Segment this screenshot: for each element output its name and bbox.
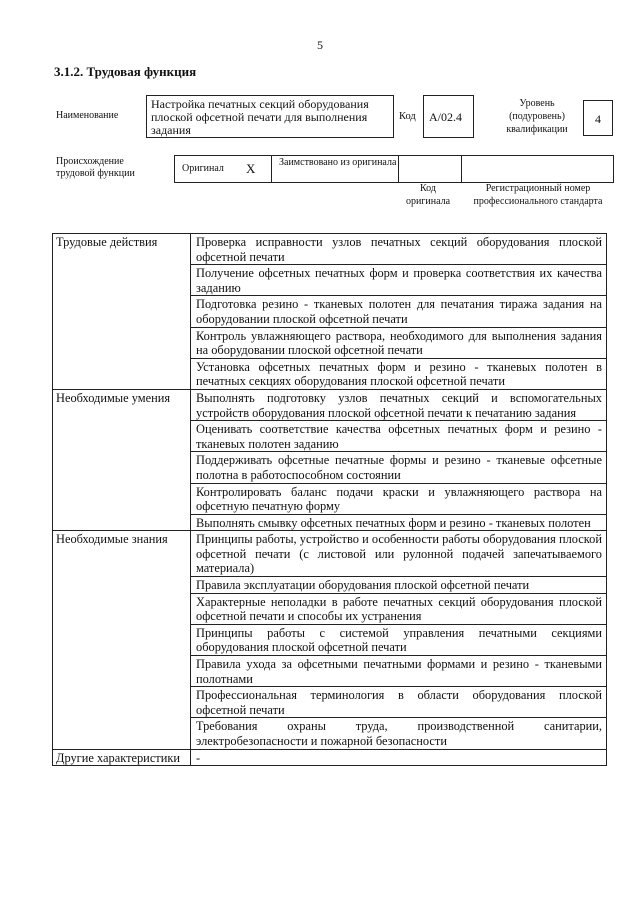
borrowed-label: Заимствовано из оригинала (272, 156, 399, 182)
table-item: Характерные неполадки в работе печатных секций оборудования плоской офсетной печати и способы их устранения (191, 593, 607, 624)
table-row (53, 389, 607, 420)
origin-label: Происхождение трудовой функции (56, 156, 135, 179)
table-item: Контролировать баланс подачи краски и увлажняющего раствора на офсетную печатную форму (191, 483, 607, 514)
table-item: Оценивать соответствие качества офсетных печатных форм и резино - тканевых полотен заданию (191, 421, 607, 452)
table-item: Установка офсетных печатных форм и резино - тканевых полотен в печатных секциях оборудования плоской офсетной печати (191, 358, 607, 389)
table-item: Получение офсетных печатных форм и проверка соответствия их качества заданию (191, 265, 607, 296)
table-item: Принципы работы с системой управления печатными секциями оборудования плоской офсетной печати (191, 624, 607, 655)
section-category: Необходимые знания (53, 531, 191, 749)
origin-row (174, 155, 614, 183)
function-name-box: Настройка печатных секций оборудования плоской офсетной печати для выполнения задания (146, 95, 394, 138)
table-row (53, 234, 607, 265)
table-item: - (191, 749, 607, 766)
section-category: Другие характеристики (53, 749, 191, 766)
table-item: Поддерживать офсетные печатные формы и резино - тканевые офсетные полотна в работоспособном состоянии (191, 452, 607, 483)
table-item: Выполнять подготовку узлов печатных секций и вспомогательных устройств оборудования плоской офсетной печати к печатанию задания (191, 389, 607, 420)
table-row (53, 531, 607, 577)
table-item: Профессиональная терминология в области оборудования плоской офсетной печати (191, 687, 607, 718)
name-label: Наименование (56, 110, 119, 121)
function-table (52, 233, 607, 766)
table-item: Подготовка резино - тканевых полотен для печатания тиража задания на оборудовании плоской офсетной печати (191, 296, 607, 327)
code-label: Код (399, 111, 416, 122)
section-category: Трудовые действия (53, 234, 191, 390)
level-value-box: 4 (583, 100, 613, 136)
table-item: Принципы работы, устройство и особенности работы оборудования плоской офсетной печати (с листовой или рулонной подачей запечатываемого материала) (191, 531, 607, 577)
table-item: Правила эксплуатации оборудования плоской офсетной печати (191, 577, 607, 594)
table-item: Проверка исправности узлов печатных секций оборудования плоской офсетной печати (191, 234, 607, 265)
origin-original-cell (175, 156, 272, 182)
code-value-box: А/02.4 (423, 95, 474, 138)
section-title: 3.1.2. Трудовая функция (54, 64, 197, 79)
original-label: Оригинал (182, 163, 224, 174)
code-original-cell (399, 156, 462, 182)
reg-number-label: Регистрационный номер профессионального стандарта (473, 183, 603, 207)
table-item: Правила ухода за офсетными печатными формами и резино - тканевыми полотнами (191, 656, 607, 687)
level-label: Уровень (подуровень) квалификации (506, 98, 568, 135)
table-item: Требования охраны труда, производственной санитарии, электробезопасности и пожарной безопасности (191, 718, 607, 749)
table-item: Контроль увлажняющего раствора, необходимого для выполнения задания на оборудовании плоской офсетной печати (191, 327, 607, 358)
table-item: Выполнять смывку офсетных печатных форм и резино - тканевых полотен (191, 514, 607, 531)
code-original-label: Код оригинала (405, 183, 451, 207)
section-category: Необходимые умения (53, 389, 191, 530)
original-mark: X (246, 161, 256, 176)
table-row (53, 749, 607, 766)
page-number: 5 (317, 38, 323, 52)
